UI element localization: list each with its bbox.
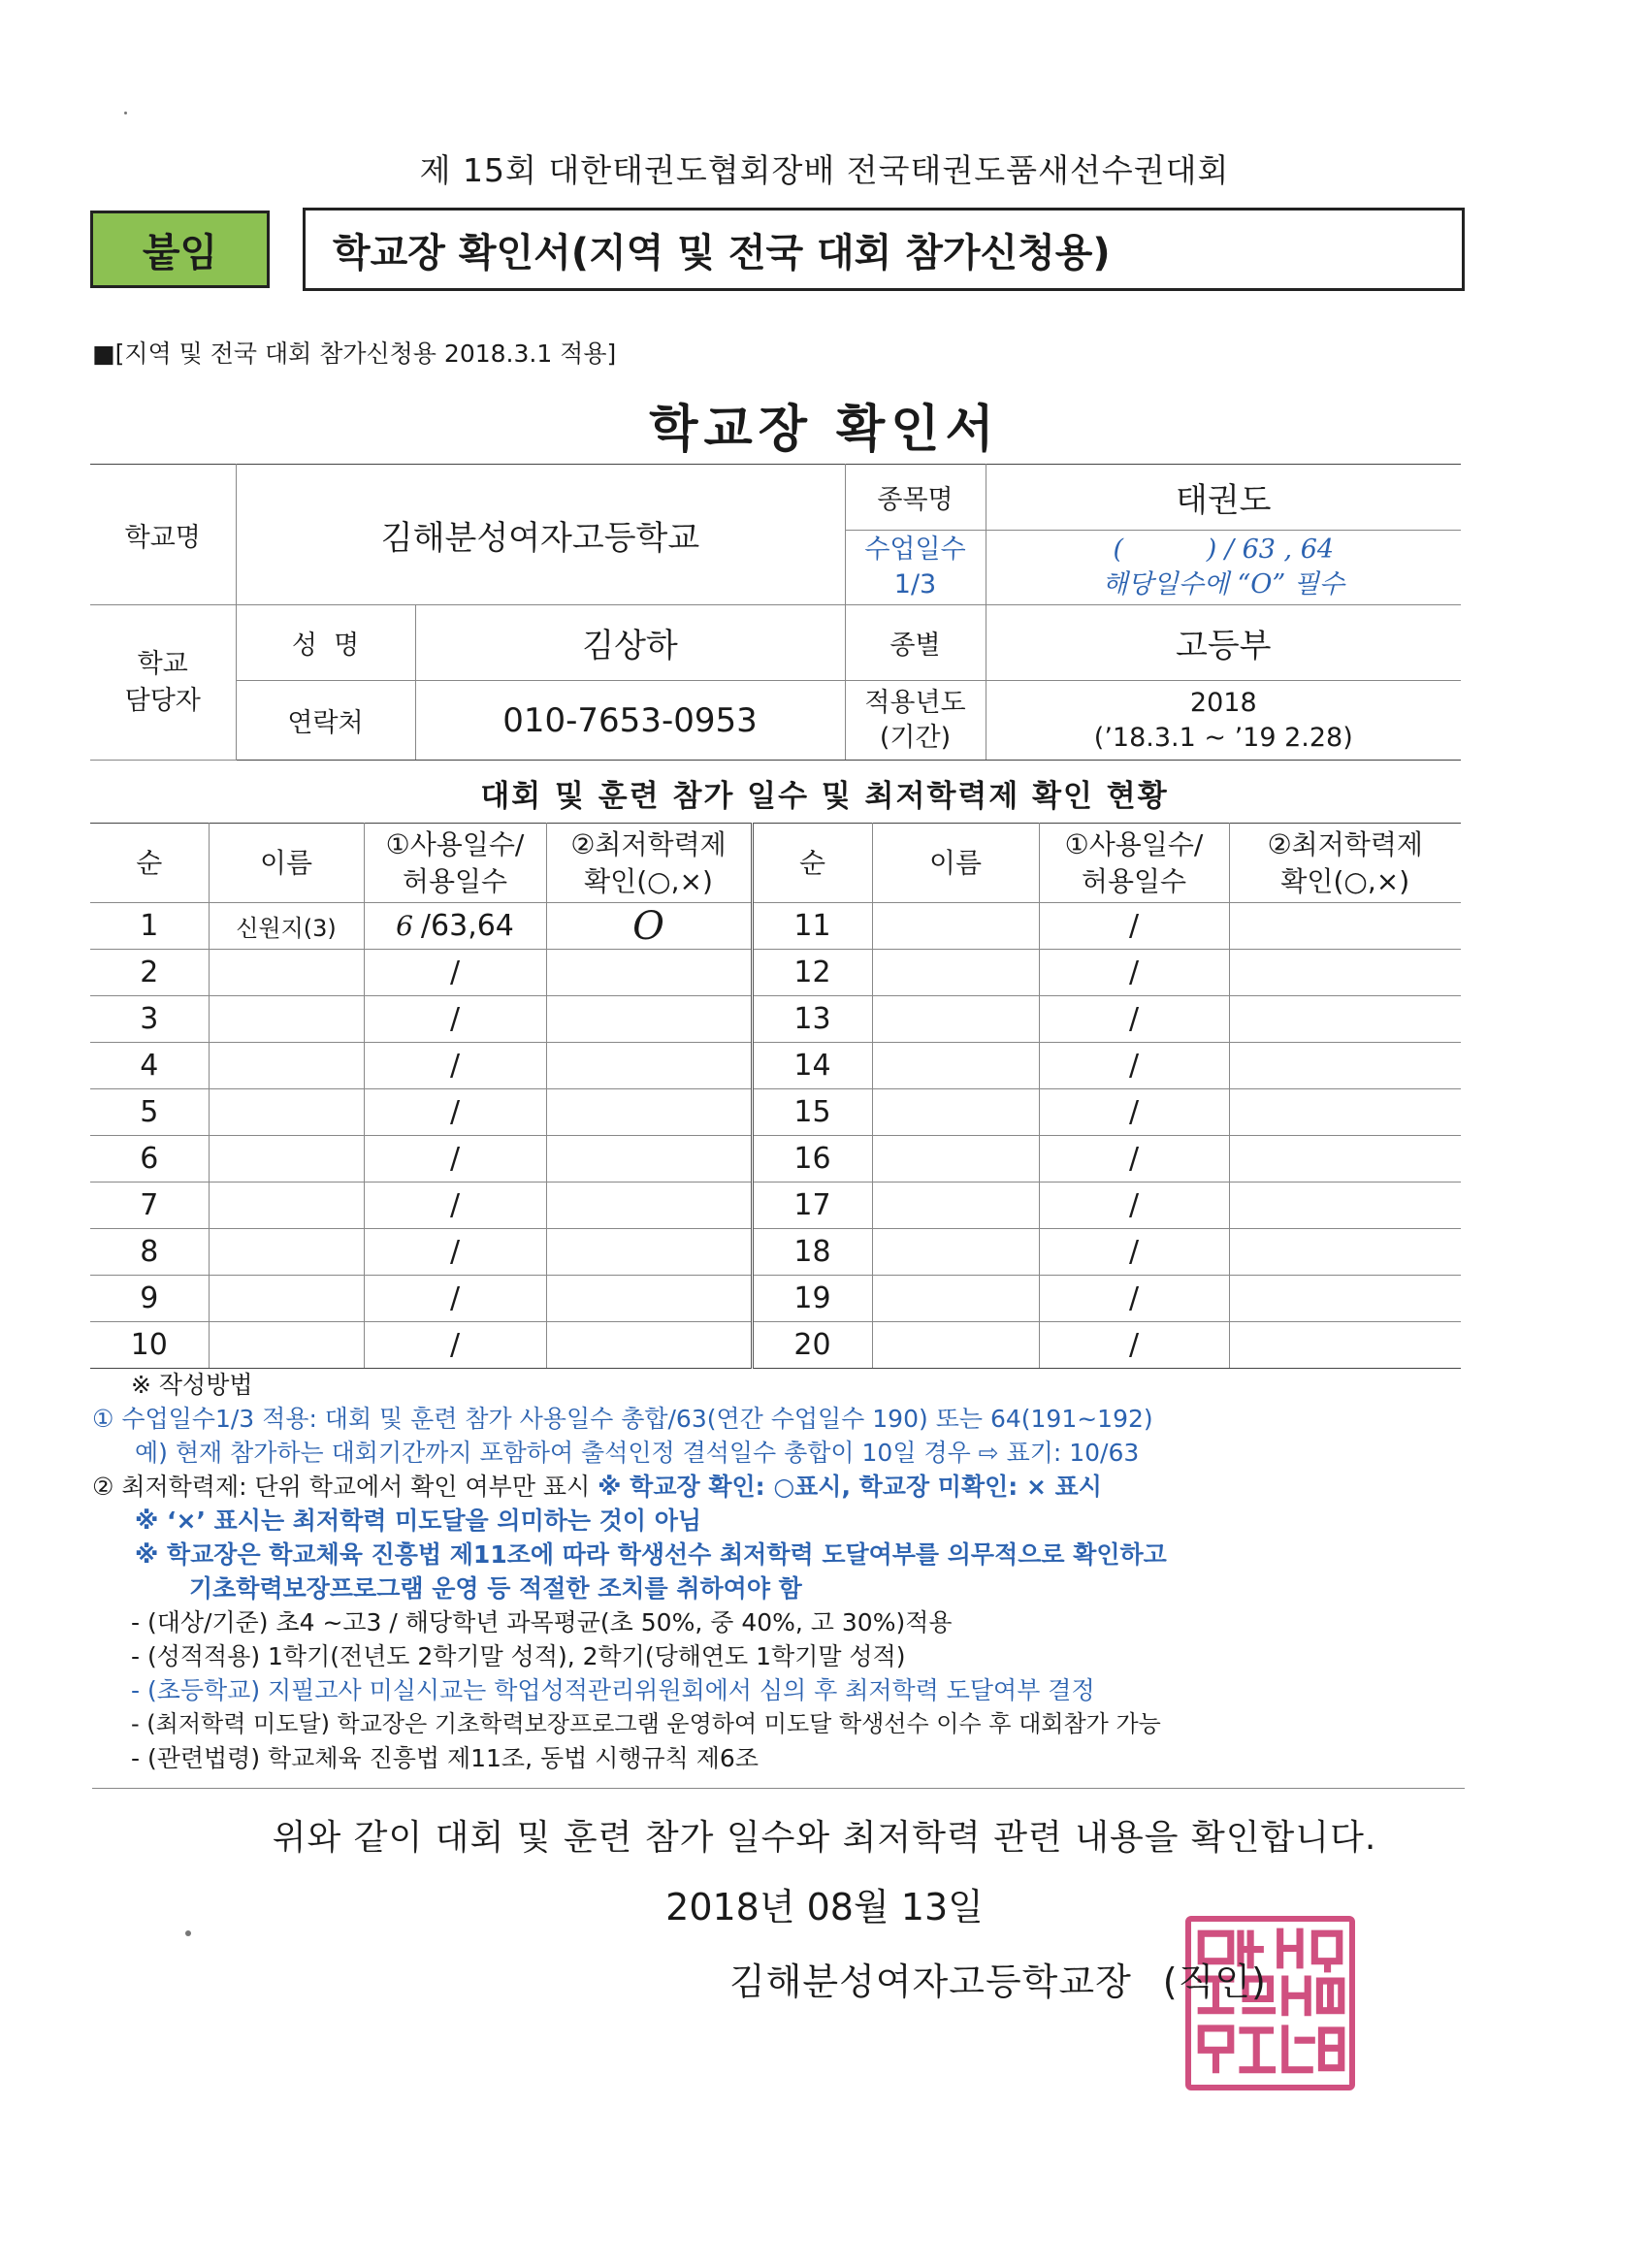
row-no: 6 (90, 1136, 209, 1183)
row-name (209, 1229, 364, 1276)
row-days-right: / (1039, 1183, 1229, 1229)
row-days-right: / (1039, 1276, 1229, 1322)
status-header-row (90, 824, 1461, 903)
row-days: / (364, 1043, 546, 1089)
row-check (546, 903, 752, 950)
row-name-right (872, 1089, 1039, 1136)
row-days-right: / (1039, 950, 1229, 996)
row-days: / (364, 1183, 546, 1229)
header-days-1: ①사용일수/ (385, 827, 525, 860)
row-name (209, 1089, 364, 1136)
row-name (209, 1043, 364, 1089)
row-no-right: 12 (752, 950, 872, 996)
name-label: 성 명 (236, 605, 415, 681)
note-7 (92, 1673, 1489, 1707)
row-no: 10 (90, 1322, 209, 1369)
row-name-right (872, 1043, 1039, 1089)
header-name-right: 이름 (872, 824, 1039, 903)
row-days: / (364, 1089, 546, 1136)
row-no-right: 20 (752, 1322, 872, 1369)
status-title: 대회 및 훈련 참가 일수 및 최저학력제 확인 현황 (480, 779, 1169, 814)
year-value-2: (’18.3.1 ~ ’19 2.28) (1093, 722, 1353, 753)
header-name: 이름 (209, 824, 364, 903)
row-days (364, 903, 546, 950)
status-table (90, 823, 1461, 1369)
header-days-right-1: ①사용일수/ (1064, 827, 1204, 860)
year-label-1: 적용년도 (864, 687, 966, 718)
note-4a: ※ 학교장은 학교체육 진흥법 제11조에 따라 학생선수 최저학력 도달여부를 의무적으로 확인하고 (135, 1540, 1167, 1569)
attachment-badge (90, 211, 270, 288)
header-min-right-2: 확인(○,×) (1280, 864, 1410, 897)
school-days-value-1: ( ) / 63 , 64 (1113, 535, 1335, 565)
school-days-label (845, 531, 986, 605)
writing-instructions (92, 1368, 1489, 1775)
row-check (546, 950, 752, 996)
table-row (90, 1043, 1461, 1089)
row-name-right (872, 996, 1039, 1043)
row-no-right: 11 (752, 903, 872, 950)
header-days-2: 허용일수 (402, 864, 508, 897)
row-days-right: / (1039, 1229, 1229, 1276)
seal-label: (직인) (1162, 1960, 1267, 2003)
row-name-right (872, 1276, 1039, 1322)
row-no-right: 14 (752, 1043, 872, 1089)
row-no-right: 19 (752, 1276, 872, 1322)
table-row (90, 950, 1461, 996)
note-2-suffix: ※ 학교장 확인: ○표시, 학교장 미확인: × 표시 (598, 1473, 1102, 1501)
row-used-handwritten: 6 (396, 910, 413, 942)
row-check (546, 1276, 752, 1322)
row-name (209, 1183, 364, 1229)
year-label (845, 681, 986, 761)
row-days-right: / (1039, 903, 1229, 950)
row-days: / (364, 1136, 546, 1183)
row-check (546, 1089, 752, 1136)
confirmation-statement: 위와 같이 대회 및 훈련 참가 일수와 최저학력 관련 내용을 확인합니다. (272, 1818, 1377, 1858)
category-value: 고등부 (986, 605, 1461, 681)
row-check-right (1229, 1043, 1461, 1089)
note-1b: 예) 현재 참가하는 대회기간까지 포함하여 출석인정 결석일수 총합이 10일 경우 ⇨ 표기: 10/63 (135, 1439, 1140, 1467)
row-check (546, 1043, 752, 1089)
issue-date: 2018년 08월 13일 (665, 1886, 984, 1928)
sport-value: 태권도 (986, 465, 1461, 531)
row-name: 신원지(3) (209, 903, 364, 950)
row-no-right: 17 (752, 1183, 872, 1229)
row-no-right: 16 (752, 1136, 872, 1183)
contact-label-1: 학교 (137, 648, 188, 679)
row-days: / (364, 996, 546, 1043)
row-check (546, 996, 752, 1043)
row-check-right (1229, 950, 1461, 996)
header-days-right (1039, 824, 1229, 903)
note-7-text: - (초등학교) 지필고사 미실시교는 학업성적관리위원회에서 심의 후 최저학력 도달여부 결정 (131, 1676, 1095, 1704)
table-row (90, 1322, 1461, 1369)
note-9: - (관련법령) 학교체육 진흥법 제11조, 동법 시행규칙 제6조 (131, 1744, 759, 1772)
row-check-right (1229, 903, 1461, 950)
row-days: / (364, 950, 546, 996)
school-name: 김해분성여자고등학교 (236, 465, 845, 605)
school-label: 학교명 (90, 465, 236, 605)
header-min-right-1: ②최저학력제 (1267, 827, 1423, 860)
row-no: 1 (90, 903, 209, 950)
competition-title: 제 15회 대한태권도협회장배 전국태권도품새선수권대회 (419, 151, 1230, 189)
row-days-total: /63,64 (420, 909, 514, 943)
table-row (90, 903, 1461, 950)
principal-name: 김해분성여자고등학교장 (729, 1960, 1132, 2003)
row-no: 4 (90, 1043, 209, 1089)
row-name-right (872, 1136, 1039, 1183)
row-check-right (1229, 1322, 1461, 1369)
header-min-2: 확인(○,×) (584, 864, 713, 897)
row-no: 8 (90, 1229, 209, 1276)
notes-heading: ※ 작성방법 (131, 1371, 253, 1399)
contact-label (90, 605, 236, 761)
table-row (90, 1276, 1461, 1322)
row-name-right (872, 1322, 1039, 1369)
row-no: 3 (90, 996, 209, 1043)
sport-label: 종목명 (845, 465, 986, 531)
year-value (986, 681, 1461, 761)
note-4b: 기초학력보장프로그램 운영 등 적절한 조치를 취하여야 함 (189, 1574, 802, 1603)
note-6: - (성적적용) 1학기(전년도 2학기말 성적), 2학기(당해연도 1학기말 성적) (131, 1642, 906, 1670)
row-name (209, 1136, 364, 1183)
row-no: 7 (90, 1183, 209, 1229)
note-2 (92, 1470, 1489, 1504)
row-days: / (364, 1322, 546, 1369)
phone-label: 연락처 (236, 681, 415, 761)
row-days-right: / (1039, 1322, 1229, 1369)
row-no-right: 15 (752, 1089, 872, 1136)
row-no: 2 (90, 950, 209, 996)
note-3: ※ ‘×’ 표시는 최저학력 미도달을 의미하는 것이 아님 (135, 1507, 702, 1535)
row-check (546, 1136, 752, 1183)
row-days: / (364, 1276, 546, 1322)
header-min (546, 824, 752, 903)
document-title: 학교장 확인서 (649, 401, 1000, 459)
header-no-right: 순 (752, 824, 872, 903)
category-label: 종별 (845, 605, 986, 681)
school-days-value (986, 531, 1461, 605)
form-title-box (303, 208, 1465, 291)
row-no-right: 18 (752, 1229, 872, 1276)
row-name-right (872, 950, 1039, 996)
year-label-2: (기간) (879, 722, 952, 753)
row-no: 9 (90, 1276, 209, 1322)
scan-speck (124, 112, 127, 114)
school-days-label-1: 수업일수 (864, 535, 966, 565)
phone-value: 010-7653-0953 (415, 681, 845, 761)
row-check (546, 1183, 752, 1229)
row-check-right (1229, 1183, 1461, 1229)
row-check-right (1229, 1136, 1461, 1183)
row-check-handwritten: O (632, 903, 664, 949)
row-name-right (872, 903, 1039, 950)
divider (92, 1788, 1465, 1789)
principal-signature-line (729, 1952, 1267, 2005)
row-no: 5 (90, 1089, 209, 1136)
row-name (209, 950, 364, 996)
school-days-label-2: 1/3 (893, 569, 937, 599)
row-name (209, 996, 364, 1043)
header-min-right (1229, 824, 1461, 903)
row-days-right: / (1039, 996, 1229, 1043)
row-check-right (1229, 1229, 1461, 1276)
scan-speck (185, 1930, 191, 1936)
header-days (364, 824, 546, 903)
row-check-right (1229, 996, 1461, 1043)
table-row (90, 1229, 1461, 1276)
contact-label-2: 담당자 (124, 685, 201, 716)
year-value-1: 2018 (1189, 687, 1257, 718)
note-1a: ① 수업일수1/3 적용: 대회 및 훈련 참가 사용일수 총합/63(연간 수업일수 190) 또는 64(191~192) (92, 1405, 1153, 1433)
row-days: / (364, 1229, 546, 1276)
note-2-prefix: ② 최저학력제: 단위 학교에서 확인 여부만 표시 (92, 1473, 591, 1501)
note-8: - (최저학력 미도달) 학교장은 기초학력보장프로그램 운영하여 미도달 학생선수 이수 후 대회참가 가능 (131, 1710, 1161, 1737)
info-table (90, 464, 1461, 761)
row-no-right: 13 (752, 996, 872, 1043)
row-check-right (1229, 1276, 1461, 1322)
table-row (90, 1136, 1461, 1183)
form-title: 학교장 확인서(지역 및 전국 대회 참가신청용) (333, 230, 1111, 275)
row-name (209, 1276, 364, 1322)
header-days-right-2: 허용일수 (1081, 864, 1187, 897)
school-days-value-2: 해당일수에 “O” 필수 (1102, 569, 1344, 599)
table-row (90, 1089, 1461, 1136)
row-name-right (872, 1229, 1039, 1276)
header-no: 순 (90, 824, 209, 903)
row-name (209, 1322, 364, 1369)
row-days-right: / (1039, 1043, 1229, 1089)
application-note: ■[지역 및 전국 대회 참가신청용 2018.3.1 적용] (92, 340, 617, 368)
note-5: - (대상/기준) 초4 ~고3 / 해당학년 과목평균(초 50%, 중 40%, 고 30%)적용 (131, 1608, 953, 1636)
row-name-right (872, 1183, 1039, 1229)
row-days-right: / (1039, 1136, 1229, 1183)
header-min-1: ②최저학력제 (570, 827, 727, 860)
row-days-right: / (1039, 1089, 1229, 1136)
row-check (546, 1229, 752, 1276)
table-row (90, 1183, 1461, 1229)
row-check (546, 1322, 752, 1369)
name-value: 김상하 (415, 605, 845, 681)
table-row (90, 996, 1461, 1043)
row-check-right (1229, 1089, 1461, 1136)
attachment-badge-label: 붙임 (142, 230, 218, 275)
